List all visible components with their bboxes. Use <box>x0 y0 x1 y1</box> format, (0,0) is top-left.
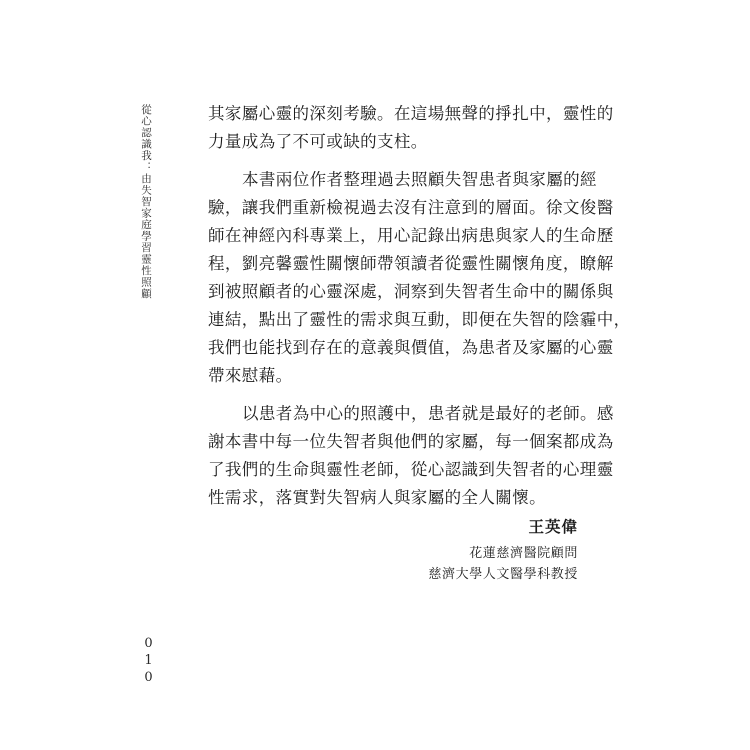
text-line: 其家屬心靈的深刻考驗。在這場無聲的掙扎中，靈性的 <box>208 104 614 123</box>
text-line: 程，劉亮馨靈性關懷師帶領讀者從靈性關懷角度，瞭解 <box>208 254 614 273</box>
running-header: 從心認識我：由失智家庭學習靈性照顧 <box>140 104 152 300</box>
text-line: 了我們的生命與靈性老師，從心認識到失智者的心理靈 <box>208 460 614 479</box>
text-line: 力量成為了不可或缺的支柱。 <box>208 132 428 151</box>
text-line: 帶來慰藉。 <box>208 366 293 385</box>
paragraph-1 <box>208 100 614 156</box>
text-line: 連結，點出了靈性的需求與互動，即便在失智的陰霾中， <box>208 310 631 329</box>
paragraph-3 <box>208 400 614 512</box>
text-line: 我們也能找到存在的意義與價值，為患者及家屬的心靈 <box>208 338 614 357</box>
text-line: 本書兩位作者整理過去照顧失智患者與家屬的經 <box>242 170 597 189</box>
body-text <box>208 100 631 522</box>
text-line: 驗，讓我們重新檢視過去沒有注意到的層面。徐文俊醫 <box>208 198 614 217</box>
text-line: 到被照顧者的心靈深處，洞察到失智者生命中的關係與 <box>208 282 614 301</box>
author-title: 慈濟大學人文醫學科教授 <box>428 567 578 582</box>
signature-block <box>428 515 578 585</box>
text-line: 性需求，落實對失智病人與家屬的全人關懷。 <box>208 488 546 507</box>
page-number: 010 <box>141 636 156 687</box>
paragraph-2 <box>208 166 631 390</box>
author-name: 王英偉 <box>528 517 578 536</box>
text-line: 以患者為中心的照護中，患者就是最好的老師。感 <box>242 404 614 423</box>
author-title: 花蓮慈濟醫院顧問 <box>469 546 578 561</box>
text-line: 謝本書中每一位失智者與他們的家屬，每一個案都成為 <box>208 432 614 451</box>
text-line: 師在神經內科專業上，用心記錄出病患與家人的生命歷 <box>208 226 614 245</box>
